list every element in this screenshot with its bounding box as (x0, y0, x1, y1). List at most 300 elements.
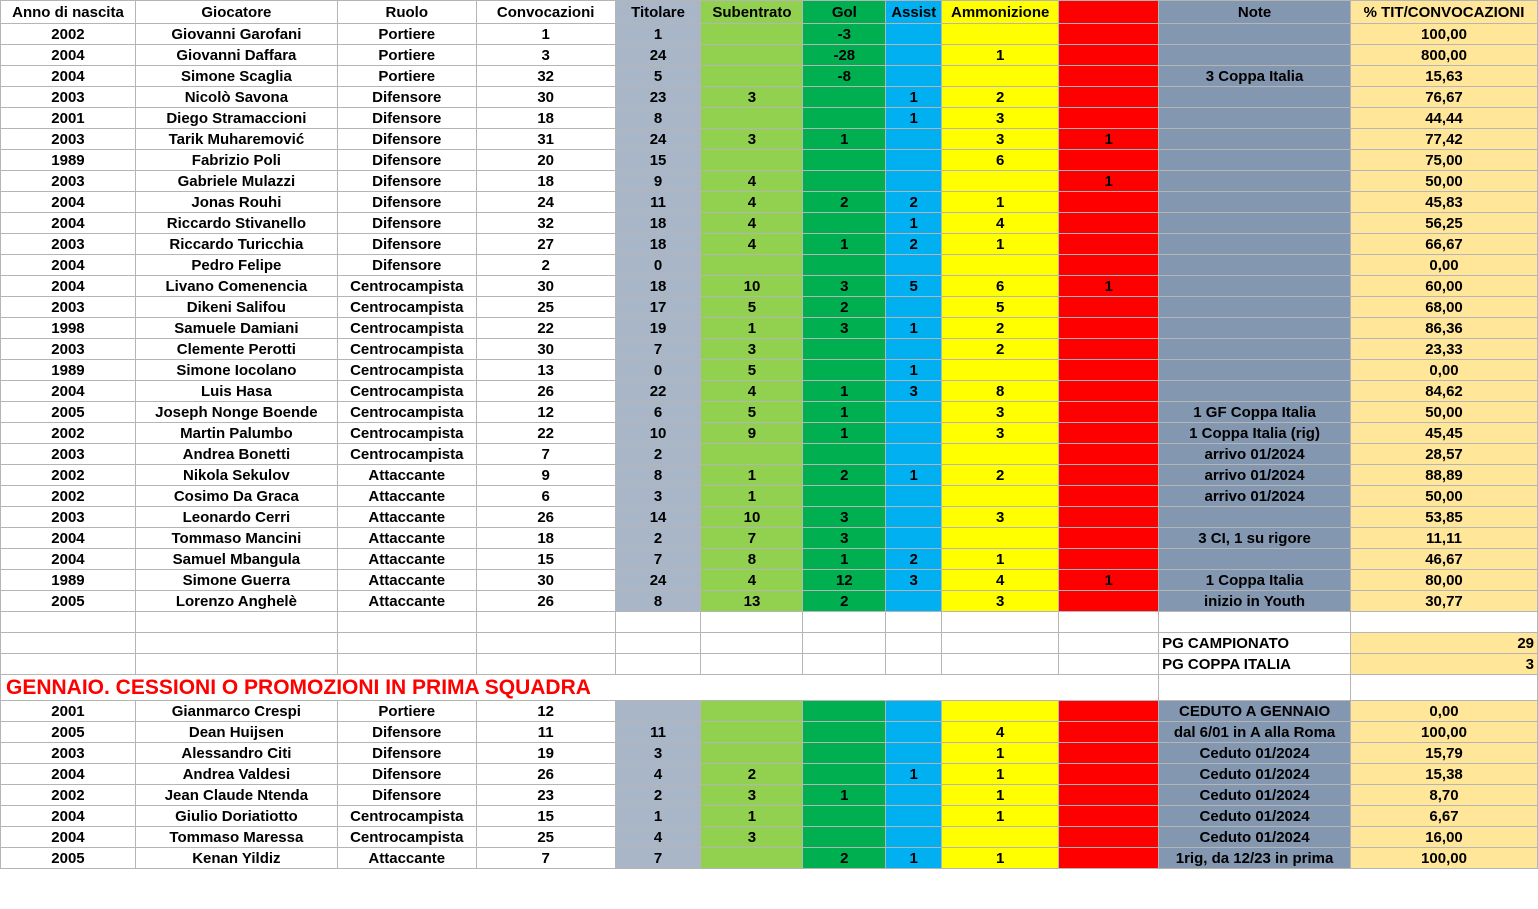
yellow-cards-cell[interactable] (942, 486, 1059, 507)
starter-cell[interactable]: 4 (615, 827, 701, 848)
sub-cell[interactable]: 3 (701, 785, 803, 806)
sub-cell[interactable]: 3 (701, 339, 803, 360)
goals-cell[interactable] (803, 444, 886, 465)
notes-cell[interactable] (1159, 171, 1351, 192)
empty-cell[interactable] (135, 633, 337, 654)
starter-cell[interactable]: 9 (615, 171, 701, 192)
empty-cell[interactable] (942, 654, 1059, 675)
pct-cell[interactable]: 15,63 (1351, 66, 1538, 87)
sub-cell[interactable]: 4 (701, 381, 803, 402)
empty-cell[interactable] (615, 654, 701, 675)
goals-cell[interactable] (803, 255, 886, 276)
pct-cell[interactable]: 15,79 (1351, 743, 1538, 764)
role-cell[interactable]: Difensore (337, 213, 476, 234)
birth-year-cell[interactable]: 2002 (1, 486, 136, 507)
birth-year-cell[interactable]: 2004 (1, 827, 136, 848)
yellow-cards-cell[interactable]: 3 (942, 129, 1059, 150)
callups-cell[interactable]: 26 (476, 507, 615, 528)
assists-cell[interactable]: 1 (886, 360, 942, 381)
empty-cell[interactable] (337, 633, 476, 654)
starter-cell[interactable] (615, 701, 701, 722)
callups-cell[interactable]: 7 (476, 848, 615, 869)
assists-cell[interactable]: 3 (886, 570, 942, 591)
role-cell[interactable]: Attaccante (337, 848, 476, 869)
goals-cell[interactable]: 1 (803, 785, 886, 806)
red-cards-cell[interactable] (1059, 108, 1159, 129)
notes-cell[interactable] (1159, 276, 1351, 297)
yellow-cards-cell[interactable]: 1 (942, 192, 1059, 213)
birth-year-cell[interactable]: 2004 (1, 549, 136, 570)
red-cards-cell[interactable] (1059, 339, 1159, 360)
goals-cell[interactable]: -8 (803, 66, 886, 87)
role-cell[interactable]: Portiere (337, 45, 476, 66)
callups-cell[interactable]: 30 (476, 339, 615, 360)
sub-cell[interactable] (701, 444, 803, 465)
assists-cell[interactable] (886, 402, 942, 423)
red-cards-cell[interactable]: 1 (1059, 129, 1159, 150)
goals-cell[interactable]: 2 (803, 591, 886, 612)
birth-year-cell[interactable]: 1998 (1, 318, 136, 339)
assists-cell[interactable] (886, 45, 942, 66)
birth-year-cell[interactable]: 2002 (1, 423, 136, 444)
birth-year-cell[interactable]: 2003 (1, 171, 136, 192)
notes-cell[interactable] (1159, 24, 1351, 45)
red-cards-cell[interactable] (1059, 423, 1159, 444)
player-name-cell[interactable]: Jean Claude Ntenda (135, 785, 337, 806)
player-name-cell[interactable]: Gianmarco Crespi (135, 701, 337, 722)
goals-cell[interactable]: 1 (803, 423, 886, 444)
birth-year-cell[interactable]: 2004 (1, 806, 136, 827)
yellow-cards-cell[interactable]: 4 (942, 213, 1059, 234)
birth-year-cell[interactable]: 2004 (1, 764, 136, 785)
callups-cell[interactable]: 15 (476, 549, 615, 570)
yellow-cards-cell[interactable]: 2 (942, 339, 1059, 360)
pct-cell[interactable]: 53,85 (1351, 507, 1538, 528)
yellow-cards-cell[interactable]: 6 (942, 150, 1059, 171)
assists-cell[interactable] (886, 150, 942, 171)
starter-cell[interactable]: 2 (615, 444, 701, 465)
role-cell[interactable]: Difensore (337, 171, 476, 192)
yellow-cards-cell[interactable]: 2 (942, 465, 1059, 486)
yellow-cards-cell[interactable]: 1 (942, 806, 1059, 827)
red-cards-cell[interactable]: 1 (1059, 171, 1159, 192)
empty-cell[interactable] (942, 633, 1059, 654)
birth-year-cell[interactable]: 2004 (1, 213, 136, 234)
starter-cell[interactable]: 7 (615, 549, 701, 570)
sub-cell[interactable] (701, 743, 803, 764)
notes-cell[interactable]: Ceduto 01/2024 (1159, 806, 1351, 827)
goals-cell[interactable]: 1 (803, 549, 886, 570)
role-cell[interactable]: Difensore (337, 87, 476, 108)
notes-cell[interactable]: 1 Coppa Italia (rig) (1159, 423, 1351, 444)
pct-cell[interactable]: 0,00 (1351, 255, 1538, 276)
column-header[interactable]: % TIT/CONVOCAZIONI (1351, 1, 1538, 24)
empty-cell[interactable] (615, 612, 701, 633)
yellow-cards-cell[interactable]: 5 (942, 297, 1059, 318)
goals-cell[interactable]: -28 (803, 45, 886, 66)
goals-cell[interactable]: 12 (803, 570, 886, 591)
role-cell[interactable]: Attaccante (337, 528, 476, 549)
callups-cell[interactable]: 30 (476, 570, 615, 591)
assists-cell[interactable] (886, 743, 942, 764)
starter-cell[interactable]: 19 (615, 318, 701, 339)
red-cards-cell[interactable] (1059, 486, 1159, 507)
starter-cell[interactable]: 8 (615, 591, 701, 612)
goals-cell[interactable] (803, 743, 886, 764)
callups-cell[interactable]: 7 (476, 444, 615, 465)
role-cell[interactable]: Difensore (337, 150, 476, 171)
empty-cell[interactable] (803, 633, 886, 654)
pct-cell[interactable]: 75,00 (1351, 150, 1538, 171)
sub-cell[interactable]: 4 (701, 570, 803, 591)
sub-cell[interactable]: 4 (701, 213, 803, 234)
birth-year-cell[interactable]: 1989 (1, 570, 136, 591)
yellow-cards-cell[interactable]: 4 (942, 570, 1059, 591)
role-cell[interactable]: Portiere (337, 66, 476, 87)
birth-year-cell[interactable]: 2004 (1, 255, 136, 276)
sub-cell[interactable]: 3 (701, 129, 803, 150)
pct-cell[interactable]: 16,00 (1351, 827, 1538, 848)
pct-cell[interactable]: 50,00 (1351, 486, 1538, 507)
empty-cell[interactable] (476, 612, 615, 633)
red-cards-cell[interactable] (1059, 701, 1159, 722)
assists-cell[interactable] (886, 339, 942, 360)
notes-cell[interactable] (1159, 507, 1351, 528)
red-cards-cell[interactable]: 1 (1059, 276, 1159, 297)
empty-cell[interactable] (337, 654, 476, 675)
notes-cell[interactable]: Ceduto 01/2024 (1159, 743, 1351, 764)
sub-cell[interactable]: 10 (701, 276, 803, 297)
assists-cell[interactable]: 2 (886, 234, 942, 255)
birth-year-cell[interactable]: 2005 (1, 848, 136, 869)
assists-cell[interactable] (886, 24, 942, 45)
callups-cell[interactable]: 15 (476, 806, 615, 827)
player-name-cell[interactable]: Andrea Bonetti (135, 444, 337, 465)
player-name-cell[interactable]: Clemente Perotti (135, 339, 337, 360)
empty-cell[interactable] (1159, 675, 1351, 701)
player-name-cell[interactable]: Joseph Nonge Boende (135, 402, 337, 423)
starter-cell[interactable]: 18 (615, 276, 701, 297)
role-cell[interactable]: Difensore (337, 743, 476, 764)
callups-cell[interactable]: 18 (476, 171, 615, 192)
callups-cell[interactable]: 26 (476, 381, 615, 402)
goals-cell[interactable]: 1 (803, 234, 886, 255)
role-cell[interactable]: Difensore (337, 785, 476, 806)
player-name-cell[interactable]: Tommaso Maressa (135, 827, 337, 848)
red-cards-cell[interactable] (1059, 318, 1159, 339)
assists-cell[interactable] (886, 129, 942, 150)
sub-cell[interactable]: 5 (701, 402, 803, 423)
player-name-cell[interactable]: Simone Guerra (135, 570, 337, 591)
column-header[interactable]: Ammonizione (942, 1, 1059, 24)
assists-cell[interactable] (886, 722, 942, 743)
yellow-cards-cell[interactable]: 1 (942, 234, 1059, 255)
player-name-cell[interactable]: Cosimo Da Graca (135, 486, 337, 507)
assists-cell[interactable] (886, 827, 942, 848)
callups-cell[interactable]: 20 (476, 150, 615, 171)
birth-year-cell[interactable]: 1989 (1, 150, 136, 171)
red-cards-cell[interactable] (1059, 848, 1159, 869)
player-name-cell[interactable]: Tarik Muharemović (135, 129, 337, 150)
player-name-cell[interactable]: Kenan Yildiz (135, 848, 337, 869)
notes-cell[interactable] (1159, 108, 1351, 129)
callups-cell[interactable]: 30 (476, 276, 615, 297)
birth-year-cell[interactable]: 2001 (1, 108, 136, 129)
empty-cell[interactable] (701, 633, 803, 654)
birth-year-cell[interactable]: 2003 (1, 339, 136, 360)
birth-year-cell[interactable]: 2005 (1, 402, 136, 423)
starter-cell[interactable]: 6 (615, 402, 701, 423)
player-name-cell[interactable]: Giulio Doriatiotto (135, 806, 337, 827)
goals-cell[interactable] (803, 827, 886, 848)
role-cell[interactable]: Centrocampista (337, 339, 476, 360)
sub-cell[interactable]: 4 (701, 192, 803, 213)
sub-cell[interactable] (701, 255, 803, 276)
yellow-cards-cell[interactable]: 3 (942, 507, 1059, 528)
empty-cell[interactable] (701, 612, 803, 633)
yellow-cards-cell[interactable] (942, 827, 1059, 848)
assists-cell[interactable]: 1 (886, 213, 942, 234)
pct-cell[interactable]: 76,67 (1351, 87, 1538, 108)
summary-label[interactable]: PG CAMPIONATO (1159, 633, 1351, 654)
red-cards-cell[interactable] (1059, 465, 1159, 486)
birth-year-cell[interactable]: 1989 (1, 360, 136, 381)
column-header[interactable]: Assist (886, 1, 942, 24)
assists-cell[interactable] (886, 701, 942, 722)
sub-cell[interactable]: 13 (701, 591, 803, 612)
sub-cell[interactable]: 1 (701, 486, 803, 507)
assists-cell[interactable] (886, 486, 942, 507)
sub-cell[interactable]: 7 (701, 528, 803, 549)
goals-cell[interactable] (803, 360, 886, 381)
notes-cell[interactable]: dal 6/01 in A alla Roma (1159, 722, 1351, 743)
goals-cell[interactable] (803, 339, 886, 360)
yellow-cards-cell[interactable] (942, 701, 1059, 722)
assists-cell[interactable] (886, 255, 942, 276)
starter-cell[interactable]: 17 (615, 297, 701, 318)
birth-year-cell[interactable]: 2005 (1, 722, 136, 743)
role-cell[interactable]: Difensore (337, 129, 476, 150)
callups-cell[interactable]: 6 (476, 486, 615, 507)
notes-cell[interactable] (1159, 87, 1351, 108)
sub-cell[interactable]: 10 (701, 507, 803, 528)
callups-cell[interactable]: 1 (476, 24, 615, 45)
red-cards-cell[interactable] (1059, 806, 1159, 827)
role-cell[interactable]: Attaccante (337, 486, 476, 507)
role-cell[interactable]: Portiere (337, 24, 476, 45)
yellow-cards-cell[interactable]: 1 (942, 785, 1059, 806)
yellow-cards-cell[interactable]: 6 (942, 276, 1059, 297)
callups-cell[interactable]: 23 (476, 785, 615, 806)
player-name-cell[interactable]: Simone Iocolano (135, 360, 337, 381)
yellow-cards-cell[interactable]: 1 (942, 764, 1059, 785)
player-name-cell[interactable]: Lorenzo Anghelè (135, 591, 337, 612)
player-name-cell[interactable]: Martin Palumbo (135, 423, 337, 444)
notes-cell[interactable]: arrivo 01/2024 (1159, 465, 1351, 486)
callups-cell[interactable]: 31 (476, 129, 615, 150)
pct-cell[interactable]: 0,00 (1351, 360, 1538, 381)
callups-cell[interactable]: 2 (476, 255, 615, 276)
assists-cell[interactable] (886, 507, 942, 528)
birth-year-cell[interactable]: 2004 (1, 66, 136, 87)
empty-cell[interactable] (1, 612, 136, 633)
goals-cell[interactable]: -3 (803, 24, 886, 45)
sub-cell[interactable] (701, 66, 803, 87)
notes-cell[interactable]: Ceduto 01/2024 (1159, 785, 1351, 806)
red-cards-cell[interactable] (1059, 764, 1159, 785)
player-name-cell[interactable]: Luis Hasa (135, 381, 337, 402)
birth-year-cell[interactable]: 2003 (1, 297, 136, 318)
role-cell[interactable]: Centrocampista (337, 423, 476, 444)
player-name-cell[interactable]: Tommaso Mancini (135, 528, 337, 549)
starter-cell[interactable]: 5 (615, 66, 701, 87)
callups-cell[interactable]: 32 (476, 213, 615, 234)
starter-cell[interactable]: 24 (615, 570, 701, 591)
player-name-cell[interactable]: Diego Stramaccioni (135, 108, 337, 129)
pct-cell[interactable]: 6,67 (1351, 806, 1538, 827)
assists-cell[interactable] (886, 297, 942, 318)
red-cards-cell[interactable] (1059, 528, 1159, 549)
pct-cell[interactable]: 100,00 (1351, 722, 1538, 743)
notes-cell[interactable] (1159, 192, 1351, 213)
empty-cell[interactable] (701, 654, 803, 675)
goals-cell[interactable] (803, 486, 886, 507)
birth-year-cell[interactable]: 2003 (1, 743, 136, 764)
birth-year-cell[interactable]: 2004 (1, 276, 136, 297)
sub-cell[interactable] (701, 45, 803, 66)
red-cards-cell[interactable] (1059, 591, 1159, 612)
birth-year-cell[interactable]: 2003 (1, 444, 136, 465)
goals-cell[interactable] (803, 806, 886, 827)
birth-year-cell[interactable]: 2002 (1, 24, 136, 45)
starter-cell[interactable]: 18 (615, 213, 701, 234)
red-cards-cell[interactable] (1059, 444, 1159, 465)
player-name-cell[interactable]: Pedro Felipe (135, 255, 337, 276)
assists-cell[interactable]: 2 (886, 192, 942, 213)
notes-cell[interactable]: Ceduto 01/2024 (1159, 827, 1351, 848)
callups-cell[interactable]: 27 (476, 234, 615, 255)
player-name-cell[interactable]: Fabrizio Poli (135, 150, 337, 171)
starter-cell[interactable]: 0 (615, 255, 701, 276)
role-cell[interactable]: Attaccante (337, 507, 476, 528)
starter-cell[interactable]: 2 (615, 785, 701, 806)
red-cards-cell[interactable] (1059, 192, 1159, 213)
empty-cell[interactable] (476, 633, 615, 654)
birth-year-cell[interactable]: 2004 (1, 381, 136, 402)
notes-cell[interactable] (1159, 255, 1351, 276)
callups-cell[interactable]: 18 (476, 528, 615, 549)
column-header[interactable]: Subentrato (701, 1, 803, 24)
yellow-cards-cell[interactable]: 2 (942, 87, 1059, 108)
birth-year-cell[interactable]: 2003 (1, 129, 136, 150)
empty-cell[interactable] (942, 612, 1059, 633)
starter-cell[interactable]: 11 (615, 192, 701, 213)
goals-cell[interactable] (803, 722, 886, 743)
birth-year-cell[interactable]: 2003 (1, 234, 136, 255)
goals-cell[interactable] (803, 764, 886, 785)
notes-cell[interactable]: 1 GF Coppa Italia (1159, 402, 1351, 423)
goals-cell[interactable]: 2 (803, 465, 886, 486)
role-cell[interactable]: Centrocampista (337, 276, 476, 297)
goals-cell[interactable] (803, 87, 886, 108)
pct-cell[interactable]: 88,89 (1351, 465, 1538, 486)
birth-year-cell[interactable]: 2002 (1, 465, 136, 486)
pct-cell[interactable]: 50,00 (1351, 402, 1538, 423)
player-name-cell[interactable]: Livano Comenencia (135, 276, 337, 297)
pct-cell[interactable]: 8,70 (1351, 785, 1538, 806)
starter-cell[interactable]: 24 (615, 45, 701, 66)
summary-value[interactable]: 29 (1351, 633, 1538, 654)
red-cards-cell[interactable] (1059, 722, 1159, 743)
empty-cell[interactable] (1, 654, 136, 675)
pct-cell[interactable]: 84,62 (1351, 381, 1538, 402)
red-cards-cell[interactable] (1059, 827, 1159, 848)
notes-cell[interactable] (1159, 234, 1351, 255)
yellow-cards-cell[interactable]: 4 (942, 722, 1059, 743)
pct-cell[interactable]: 68,00 (1351, 297, 1538, 318)
player-name-cell[interactable]: Simone Scaglia (135, 66, 337, 87)
role-cell[interactable]: Attaccante (337, 570, 476, 591)
empty-cell[interactable] (1159, 612, 1351, 633)
role-cell[interactable]: Centrocampista (337, 444, 476, 465)
pct-cell[interactable]: 45,83 (1351, 192, 1538, 213)
player-name-cell[interactable]: Alessandro Citi (135, 743, 337, 764)
starter-cell[interactable]: 23 (615, 87, 701, 108)
assists-cell[interactable]: 2 (886, 549, 942, 570)
role-cell[interactable]: Centrocampista (337, 360, 476, 381)
starter-cell[interactable]: 0 (615, 360, 701, 381)
yellow-cards-cell[interactable] (942, 171, 1059, 192)
pct-cell[interactable]: 50,00 (1351, 171, 1538, 192)
birth-year-cell[interactable]: 2002 (1, 785, 136, 806)
red-cards-cell[interactable] (1059, 549, 1159, 570)
pct-cell[interactable]: 77,42 (1351, 129, 1538, 150)
column-header[interactable]: Convocazioni (476, 1, 615, 24)
role-cell[interactable]: Attaccante (337, 549, 476, 570)
red-cards-cell[interactable] (1059, 381, 1159, 402)
callups-cell[interactable]: 26 (476, 591, 615, 612)
assists-cell[interactable]: 1 (886, 848, 942, 869)
callups-cell[interactable]: 24 (476, 192, 615, 213)
player-name-cell[interactable]: Giovanni Garofani (135, 24, 337, 45)
starter-cell[interactable]: 11 (615, 722, 701, 743)
birth-year-cell[interactable]: 2005 (1, 591, 136, 612)
column-header[interactable]: Anno di nascita (1, 1, 136, 24)
role-cell[interactable]: Difensore (337, 255, 476, 276)
red-cards-cell[interactable] (1059, 785, 1159, 806)
yellow-cards-cell[interactable]: 3 (942, 591, 1059, 612)
player-name-cell[interactable]: Samuele Damiani (135, 318, 337, 339)
empty-cell[interactable] (615, 633, 701, 654)
red-cards-cell[interactable]: 1 (1059, 570, 1159, 591)
empty-cell[interactable] (1351, 675, 1538, 701)
sub-cell[interactable] (701, 848, 803, 869)
starter-cell[interactable]: 14 (615, 507, 701, 528)
column-header[interactable]: Note (1159, 1, 1351, 24)
goals-cell[interactable] (803, 150, 886, 171)
pct-cell[interactable]: 30,77 (1351, 591, 1538, 612)
starter-cell[interactable]: 4 (615, 764, 701, 785)
birth-year-cell[interactable]: 2003 (1, 87, 136, 108)
player-name-cell[interactable]: Riccardo Turicchia (135, 234, 337, 255)
notes-cell[interactable] (1159, 339, 1351, 360)
callups-cell[interactable]: 11 (476, 722, 615, 743)
starter-cell[interactable]: 7 (615, 848, 701, 869)
goals-cell[interactable] (803, 108, 886, 129)
assists-cell[interactable] (886, 66, 942, 87)
notes-cell[interactable] (1159, 360, 1351, 381)
empty-cell[interactable] (1059, 654, 1159, 675)
